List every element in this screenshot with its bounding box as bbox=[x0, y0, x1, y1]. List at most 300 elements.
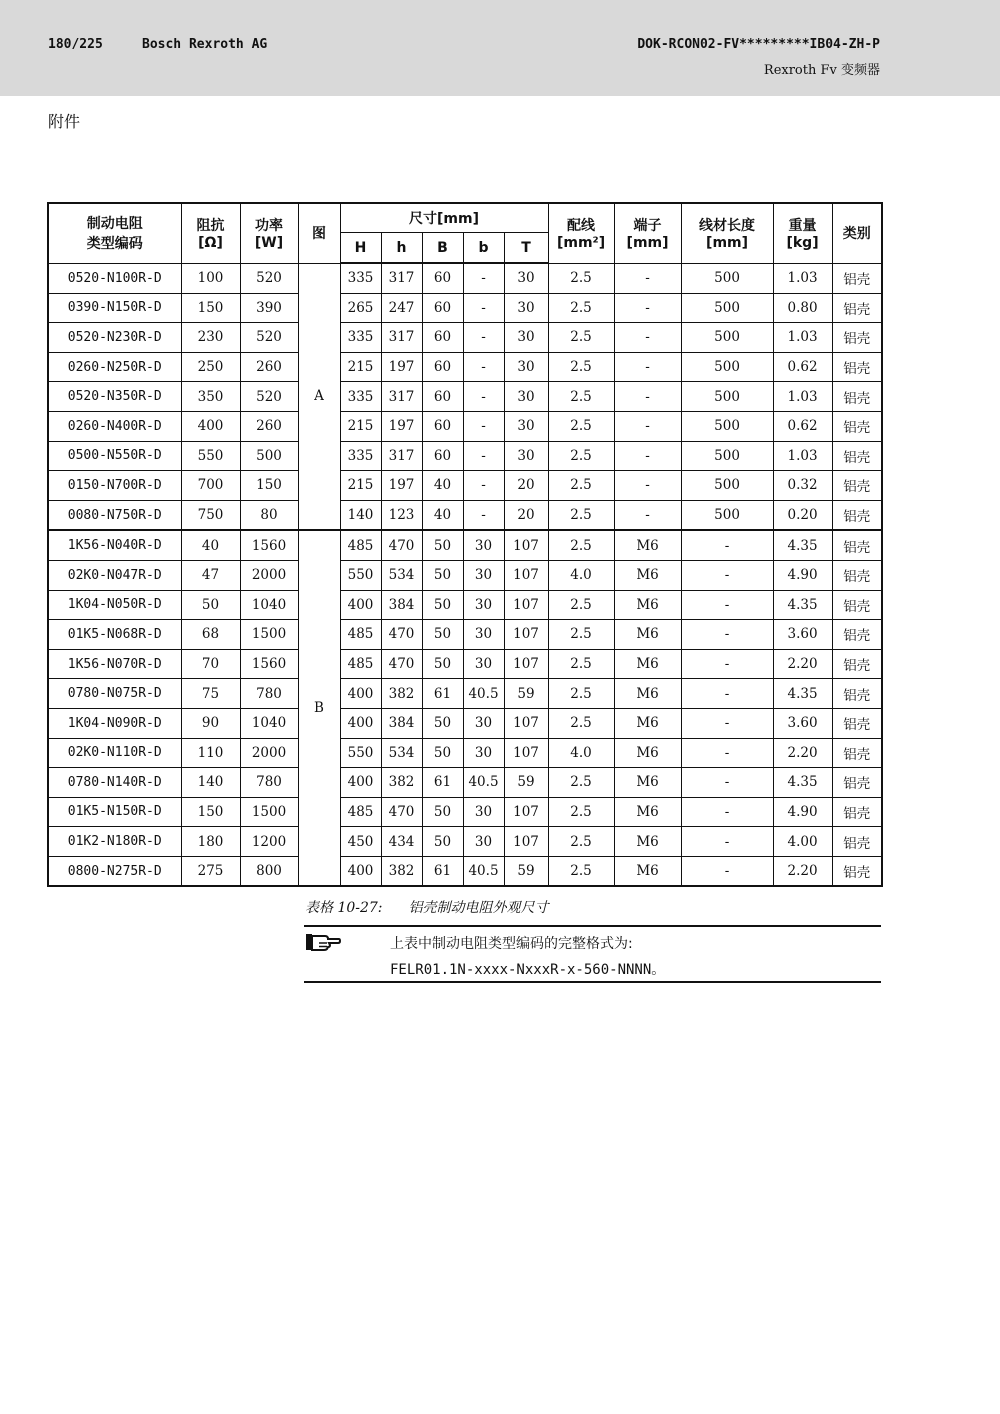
cell-dim-T: 20 bbox=[504, 471, 548, 501]
cell-dim-H: 400 bbox=[340, 856, 381, 886]
cell-power: 1500 bbox=[240, 797, 298, 827]
cell-dim-b: - bbox=[463, 411, 504, 441]
cell-resistance: 750 bbox=[181, 500, 240, 530]
cell-dim-b: 30 bbox=[463, 590, 504, 620]
cell-weight: 3.60 bbox=[773, 620, 832, 650]
cell-terminal: - bbox=[614, 411, 681, 441]
cell-power: 780 bbox=[240, 679, 298, 709]
cell-dim-B: 61 bbox=[422, 768, 463, 798]
cell-category: 铝壳 bbox=[832, 530, 882, 560]
cell-cable-length: - bbox=[681, 797, 773, 827]
cell-power: 1200 bbox=[240, 827, 298, 857]
cell-dim-T: 30 bbox=[504, 323, 548, 353]
cell-terminal: M6 bbox=[614, 620, 681, 650]
cell-dim-b: - bbox=[463, 293, 504, 323]
cell-wiring: 2.5 bbox=[548, 411, 614, 441]
cell-dim-H: 400 bbox=[340, 679, 381, 709]
company-name: Bosch Rexroth AG bbox=[142, 37, 268, 52]
cell-dim-b: 30 bbox=[463, 827, 504, 857]
cell-weight: 4.35 bbox=[773, 590, 832, 620]
cell-dim-H: 265 bbox=[340, 293, 381, 323]
header-cable-length: 线材长度 [mm] bbox=[681, 203, 773, 263]
cell-dim-H: 485 bbox=[340, 530, 381, 560]
cell-dim-h: 470 bbox=[381, 530, 422, 560]
table-row bbox=[48, 352, 882, 382]
cell-dim-b: 30 bbox=[463, 738, 504, 768]
cell-cable-length: - bbox=[681, 768, 773, 798]
cell-dim-h: 197 bbox=[381, 471, 422, 501]
cell-dim-T: 59 bbox=[504, 856, 548, 886]
cell-power: 1040 bbox=[240, 708, 298, 738]
cell-wiring: 2.5 bbox=[548, 352, 614, 382]
cell-terminal: M6 bbox=[614, 649, 681, 679]
table-row bbox=[48, 738, 882, 768]
cell-wiring: 2.5 bbox=[548, 679, 614, 709]
cell-dim-B: 50 bbox=[422, 620, 463, 650]
cell-dim-B: 60 bbox=[422, 382, 463, 412]
cell-dim-T: 107 bbox=[504, 738, 548, 768]
cell-dim-H: 400 bbox=[340, 768, 381, 798]
cell-cable-length: 500 bbox=[681, 471, 773, 501]
cell-weight: 4.90 bbox=[773, 560, 832, 590]
table-row bbox=[48, 827, 882, 857]
note-top-rule bbox=[304, 925, 881, 927]
cell-dim-b: 30 bbox=[463, 530, 504, 560]
cell-terminal: - bbox=[614, 293, 681, 323]
cell-dim-H: 215 bbox=[340, 471, 381, 501]
cell-dim-b: - bbox=[463, 263, 504, 293]
cell-weight: 4.35 bbox=[773, 679, 832, 709]
cell-dim-T: 30 bbox=[504, 411, 548, 441]
header-dim-h: h bbox=[381, 233, 422, 264]
cell-resistance: 350 bbox=[181, 382, 240, 412]
cell-dim-B: 50 bbox=[422, 560, 463, 590]
cell-dim-B: 40 bbox=[422, 471, 463, 501]
cell-dim-h: 382 bbox=[381, 768, 422, 798]
table-row bbox=[48, 530, 882, 560]
document-code: DOK-RCON02-FV*********IB04-ZH-P bbox=[637, 37, 880, 52]
table-row bbox=[48, 263, 882, 293]
cell-category: 铝壳 bbox=[832, 856, 882, 886]
cell-weight: 0.20 bbox=[773, 500, 832, 530]
cell-dim-b: 30 bbox=[463, 797, 504, 827]
cell-dim-b: - bbox=[463, 441, 504, 471]
cell-power: 520 bbox=[240, 323, 298, 353]
cell-category: 铝壳 bbox=[832, 411, 882, 441]
cell-category: 铝壳 bbox=[832, 382, 882, 412]
cell-dim-H: 335 bbox=[340, 263, 381, 293]
cell-dim-B: 60 bbox=[422, 293, 463, 323]
cell-resistance: 275 bbox=[181, 856, 240, 886]
cell-weight: 1.03 bbox=[773, 323, 832, 353]
cell-dim-h: 317 bbox=[381, 382, 422, 412]
cell-cable-length: - bbox=[681, 679, 773, 709]
cell-cable-length: 500 bbox=[681, 411, 773, 441]
cell-dim-h: 534 bbox=[381, 738, 422, 768]
cell-resistance: 550 bbox=[181, 441, 240, 471]
table-row bbox=[48, 708, 882, 738]
cell-cable-length: 500 bbox=[681, 382, 773, 412]
cell-dim-h: 123 bbox=[381, 500, 422, 530]
cell-type-code: 1K56-N070R-D bbox=[48, 649, 181, 679]
cell-dim-B: 40 bbox=[422, 500, 463, 530]
cell-dim-h: 470 bbox=[381, 797, 422, 827]
cell-type-code: 1K56-N040R-D bbox=[48, 530, 181, 560]
cell-terminal: - bbox=[614, 500, 681, 530]
cell-dim-b: - bbox=[463, 382, 504, 412]
cell-terminal: M6 bbox=[614, 738, 681, 768]
cell-dim-H: 215 bbox=[340, 352, 381, 382]
cell-category: 铝壳 bbox=[832, 797, 882, 827]
cell-dim-b: 40.5 bbox=[463, 856, 504, 886]
cell-weight: 4.35 bbox=[773, 768, 832, 798]
cell-power: 2000 bbox=[240, 560, 298, 590]
cell-cable-length: - bbox=[681, 738, 773, 768]
cell-dim-b: 30 bbox=[463, 560, 504, 590]
cell-dim-B: 50 bbox=[422, 530, 463, 560]
cell-weight: 2.20 bbox=[773, 649, 832, 679]
note-bottom-rule bbox=[304, 981, 881, 983]
cell-dim-T: 107 bbox=[504, 560, 548, 590]
cell-category: 铝壳 bbox=[832, 323, 882, 353]
cell-dim-H: 400 bbox=[340, 590, 381, 620]
table-row bbox=[48, 382, 882, 412]
cell-type-code: 02K0-N047R-D bbox=[48, 560, 181, 590]
cell-terminal: - bbox=[614, 323, 681, 353]
cell-terminal: - bbox=[614, 441, 681, 471]
cell-dim-b: 30 bbox=[463, 708, 504, 738]
cell-wiring: 2.5 bbox=[548, 323, 614, 353]
cell-wiring: 2.5 bbox=[548, 293, 614, 323]
cell-type-code: 01K5-N150R-D bbox=[48, 797, 181, 827]
cell-weight: 4.00 bbox=[773, 827, 832, 857]
cell-category: 铝壳 bbox=[832, 679, 882, 709]
cell-dim-h: 317 bbox=[381, 323, 422, 353]
table-row bbox=[48, 411, 882, 441]
cell-dim-T: 20 bbox=[504, 500, 548, 530]
cell-resistance: 180 bbox=[181, 827, 240, 857]
cell-power: 500 bbox=[240, 441, 298, 471]
cell-dim-b: 30 bbox=[463, 649, 504, 679]
header-dimensions: 尺寸[mm] bbox=[340, 203, 548, 233]
cell-terminal: M6 bbox=[614, 797, 681, 827]
header-dim-H: H bbox=[340, 233, 381, 264]
cell-type-code: 0520-N350R-D bbox=[48, 382, 181, 412]
cell-power: 2000 bbox=[240, 738, 298, 768]
cell-dim-H: 485 bbox=[340, 620, 381, 650]
cell-terminal: - bbox=[614, 352, 681, 382]
cell-resistance: 230 bbox=[181, 323, 240, 353]
cell-type-code: 0800-N275R-D bbox=[48, 856, 181, 886]
cell-power: 390 bbox=[240, 293, 298, 323]
cell-cable-length: 500 bbox=[681, 500, 773, 530]
cell-resistance: 110 bbox=[181, 738, 240, 768]
cell-terminal: M6 bbox=[614, 708, 681, 738]
page-header bbox=[0, 0, 1000, 96]
header-dim-T: T bbox=[504, 233, 548, 264]
pointing-hand-icon bbox=[305, 932, 341, 952]
cell-resistance: 400 bbox=[181, 411, 240, 441]
cell-dim-B: 61 bbox=[422, 856, 463, 886]
cell-dim-h: 197 bbox=[381, 411, 422, 441]
cell-dim-B: 50 bbox=[422, 590, 463, 620]
cell-dim-T: 107 bbox=[504, 649, 548, 679]
cell-category: 铝壳 bbox=[832, 263, 882, 293]
cell-dim-B: 60 bbox=[422, 352, 463, 382]
cell-terminal: - bbox=[614, 471, 681, 501]
cell-cable-length: - bbox=[681, 856, 773, 886]
cell-power: 1560 bbox=[240, 649, 298, 679]
cell-type-code: 01K5-N068R-D bbox=[48, 620, 181, 650]
cell-resistance: 68 bbox=[181, 620, 240, 650]
cell-resistance: 150 bbox=[181, 293, 240, 323]
table-row bbox=[48, 471, 882, 501]
table-row bbox=[48, 856, 882, 886]
cell-dim-B: 60 bbox=[422, 441, 463, 471]
cell-dim-T: 59 bbox=[504, 768, 548, 798]
cell-dim-h: 247 bbox=[381, 293, 422, 323]
cell-dim-T: 30 bbox=[504, 382, 548, 412]
cell-cable-length: - bbox=[681, 827, 773, 857]
cell-dim-h: 384 bbox=[381, 590, 422, 620]
cell-resistance: 70 bbox=[181, 649, 240, 679]
cell-wiring: 2.5 bbox=[548, 471, 614, 501]
cell-dim-B: 60 bbox=[422, 323, 463, 353]
caption-number: 表格 10-27: bbox=[305, 900, 383, 916]
cell-dim-T: 107 bbox=[504, 620, 548, 650]
cell-terminal: M6 bbox=[614, 856, 681, 886]
table-row bbox=[48, 500, 882, 530]
caption-title: 铝壳制动电阻外观尺寸 bbox=[408, 900, 549, 916]
table-row bbox=[48, 293, 882, 323]
cell-wiring: 2.5 bbox=[548, 708, 614, 738]
cell-dim-B: 50 bbox=[422, 649, 463, 679]
cell-dim-h: 197 bbox=[381, 352, 422, 382]
cell-resistance: 75 bbox=[181, 679, 240, 709]
cell-dim-h: 384 bbox=[381, 708, 422, 738]
cell-dim-T: 30 bbox=[504, 441, 548, 471]
table-row bbox=[48, 797, 882, 827]
cell-type-code: 0780-N075R-D bbox=[48, 679, 181, 709]
cell-dim-B: 60 bbox=[422, 411, 463, 441]
cell-power: 520 bbox=[240, 263, 298, 293]
cell-category: 铝壳 bbox=[832, 500, 882, 530]
cell-type-code: 0260-N250R-D bbox=[48, 352, 181, 382]
cell-cable-length: - bbox=[681, 530, 773, 560]
cell-cable-length: 500 bbox=[681, 352, 773, 382]
cell-dim-H: 450 bbox=[340, 827, 381, 857]
cell-cable-length: - bbox=[681, 620, 773, 650]
cell-terminal: M6 bbox=[614, 679, 681, 709]
cell-power: 780 bbox=[240, 768, 298, 798]
cell-resistance: 47 bbox=[181, 560, 240, 590]
header-wiring: 配线 [mm²] bbox=[548, 203, 614, 263]
cell-resistance: 150 bbox=[181, 797, 240, 827]
cell-dim-b: - bbox=[463, 500, 504, 530]
cell-type-code: 02K0-N110R-D bbox=[48, 738, 181, 768]
cell-type-code: 0150-N700R-D bbox=[48, 471, 181, 501]
cell-type-code: 0390-N150R-D bbox=[48, 293, 181, 323]
cell-category: 铝壳 bbox=[832, 738, 882, 768]
page-number: 180/225 bbox=[48, 37, 103, 52]
document-subtitle: Rexroth Fv 变频器 bbox=[763, 63, 880, 78]
cell-dim-H: 485 bbox=[340, 649, 381, 679]
cell-dim-h: 470 bbox=[381, 649, 422, 679]
cell-terminal: - bbox=[614, 382, 681, 412]
table-row bbox=[48, 768, 882, 798]
section-title: 附件 bbox=[48, 112, 81, 131]
cell-wiring: 2.5 bbox=[548, 382, 614, 412]
cell-dim-b: 30 bbox=[463, 620, 504, 650]
cell-dim-T: 107 bbox=[504, 827, 548, 857]
cell-type-code: 0080-N750R-D bbox=[48, 500, 181, 530]
header-weight: 重量 [kg] bbox=[773, 203, 832, 263]
cell-terminal: M6 bbox=[614, 560, 681, 590]
cell-dim-T: 107 bbox=[504, 797, 548, 827]
cell-category: 铝壳 bbox=[832, 649, 882, 679]
cell-weight: 1.03 bbox=[773, 263, 832, 293]
cell-wiring: 2.5 bbox=[548, 441, 614, 471]
cell-cable-length: 500 bbox=[681, 323, 773, 353]
cell-terminal: M6 bbox=[614, 768, 681, 798]
cell-power: 260 bbox=[240, 352, 298, 382]
cell-wiring: 2.5 bbox=[548, 856, 614, 886]
cell-power: 80 bbox=[240, 500, 298, 530]
cell-resistance: 250 bbox=[181, 352, 240, 382]
cell-weight: 1.03 bbox=[773, 441, 832, 471]
cell-dim-T: 107 bbox=[504, 530, 548, 560]
cell-dim-b: 40.5 bbox=[463, 768, 504, 798]
cell-wiring: 2.5 bbox=[548, 620, 614, 650]
cell-category: 铝壳 bbox=[832, 441, 882, 471]
cell-dim-T: 30 bbox=[504, 263, 548, 293]
cell-power: 1040 bbox=[240, 590, 298, 620]
cell-dim-b: - bbox=[463, 352, 504, 382]
cell-cable-length: - bbox=[681, 560, 773, 590]
cell-wiring: 2.5 bbox=[548, 263, 614, 293]
cell-wiring: 4.0 bbox=[548, 560, 614, 590]
cell-power: 800 bbox=[240, 856, 298, 886]
cell-wiring: 2.5 bbox=[548, 530, 614, 560]
cell-cable-length: 500 bbox=[681, 293, 773, 323]
cell-category: 铝壳 bbox=[832, 590, 882, 620]
cell-resistance: 100 bbox=[181, 263, 240, 293]
cell-power: 150 bbox=[240, 471, 298, 501]
header-dim-B: B bbox=[422, 233, 463, 264]
cell-category: 铝壳 bbox=[832, 560, 882, 590]
cell-category: 铝壳 bbox=[832, 471, 882, 501]
cell-category: 铝壳 bbox=[832, 293, 882, 323]
table-row bbox=[48, 590, 882, 620]
cell-dim-H: 215 bbox=[340, 411, 381, 441]
header-figure: 图 bbox=[298, 203, 340, 263]
cell-dim-B: 50 bbox=[422, 708, 463, 738]
cell-dim-B: 60 bbox=[422, 263, 463, 293]
cell-dim-H: 140 bbox=[340, 500, 381, 530]
cell-weight: 0.62 bbox=[773, 411, 832, 441]
cell-type-code: 0260-N400R-D bbox=[48, 411, 181, 441]
cell-dim-H: 335 bbox=[340, 323, 381, 353]
cell-category: 铝壳 bbox=[832, 768, 882, 798]
cell-dim-T: 30 bbox=[504, 293, 548, 323]
cell-dim-H: 550 bbox=[340, 560, 381, 590]
table-caption bbox=[305, 897, 549, 917]
cell-dim-h: 317 bbox=[381, 441, 422, 471]
cell-cable-length: 500 bbox=[681, 441, 773, 471]
table-body bbox=[48, 263, 882, 886]
cell-dim-B: 50 bbox=[422, 827, 463, 857]
table-row bbox=[48, 649, 882, 679]
cell-type-code: 1K04-N050R-D bbox=[48, 590, 181, 620]
cell-cable-length: - bbox=[681, 590, 773, 620]
header-power: 功率 [W] bbox=[240, 203, 298, 263]
cell-weight: 1.03 bbox=[773, 382, 832, 412]
cell-power: 1560 bbox=[240, 530, 298, 560]
cell-resistance: 40 bbox=[181, 530, 240, 560]
note-text-line2: FELR01.1N-xxxx-NxxxR-x-560-NNNN。 bbox=[390, 962, 666, 978]
cell-dim-b: - bbox=[463, 323, 504, 353]
cell-dim-H: 335 bbox=[340, 441, 381, 471]
cell-resistance: 50 bbox=[181, 590, 240, 620]
cell-dim-T: 30 bbox=[504, 352, 548, 382]
table-row bbox=[48, 560, 882, 590]
cell-resistance: 90 bbox=[181, 708, 240, 738]
cell-cable-length: - bbox=[681, 708, 773, 738]
cell-terminal: M6 bbox=[614, 530, 681, 560]
cell-wiring: 2.5 bbox=[548, 827, 614, 857]
cell-wiring: 2.5 bbox=[548, 768, 614, 798]
cell-wiring: 2.5 bbox=[548, 500, 614, 530]
cell-weight: 4.35 bbox=[773, 530, 832, 560]
cell-weight: 0.32 bbox=[773, 471, 832, 501]
cell-category: 铝壳 bbox=[832, 708, 882, 738]
cell-category: 铝壳 bbox=[832, 620, 882, 650]
cell-wiring: 2.5 bbox=[548, 649, 614, 679]
cell-type-code: 0520-N230R-D bbox=[48, 323, 181, 353]
header-type-code: 制动电阻 类型编码 bbox=[48, 203, 181, 263]
cell-weight: 2.20 bbox=[773, 856, 832, 886]
cell-type-code: 0500-N550R-D bbox=[48, 441, 181, 471]
cell-dim-b: - bbox=[463, 471, 504, 501]
cell-category: 铝壳 bbox=[832, 827, 882, 857]
cell-dim-h: 534 bbox=[381, 560, 422, 590]
cell-dim-h: 317 bbox=[381, 263, 422, 293]
cell-cable-length: 500 bbox=[681, 263, 773, 293]
cell-dim-H: 550 bbox=[340, 738, 381, 768]
cell-weight: 4.90 bbox=[773, 797, 832, 827]
cell-dim-B: 61 bbox=[422, 679, 463, 709]
cell-dim-T: 59 bbox=[504, 679, 548, 709]
cell-terminal: M6 bbox=[614, 827, 681, 857]
cell-dim-T: 107 bbox=[504, 590, 548, 620]
cell-weight: 3.60 bbox=[773, 708, 832, 738]
figure-cell: B bbox=[298, 530, 340, 886]
cell-weight: 0.62 bbox=[773, 352, 832, 382]
cell-weight: 2.20 bbox=[773, 738, 832, 768]
cell-dim-b: 40.5 bbox=[463, 679, 504, 709]
cell-weight: 0.80 bbox=[773, 293, 832, 323]
cell-cable-length: - bbox=[681, 649, 773, 679]
cell-power: 260 bbox=[240, 411, 298, 441]
cell-type-code: 1K04-N090R-D bbox=[48, 708, 181, 738]
table-row bbox=[48, 323, 882, 353]
cell-wiring: 2.5 bbox=[548, 590, 614, 620]
cell-type-code: 0520-N100R-D bbox=[48, 263, 181, 293]
cell-dim-h: 470 bbox=[381, 620, 422, 650]
brake-resistor-table bbox=[47, 202, 883, 887]
cell-category: 铝壳 bbox=[832, 352, 882, 382]
cell-dim-B: 50 bbox=[422, 797, 463, 827]
